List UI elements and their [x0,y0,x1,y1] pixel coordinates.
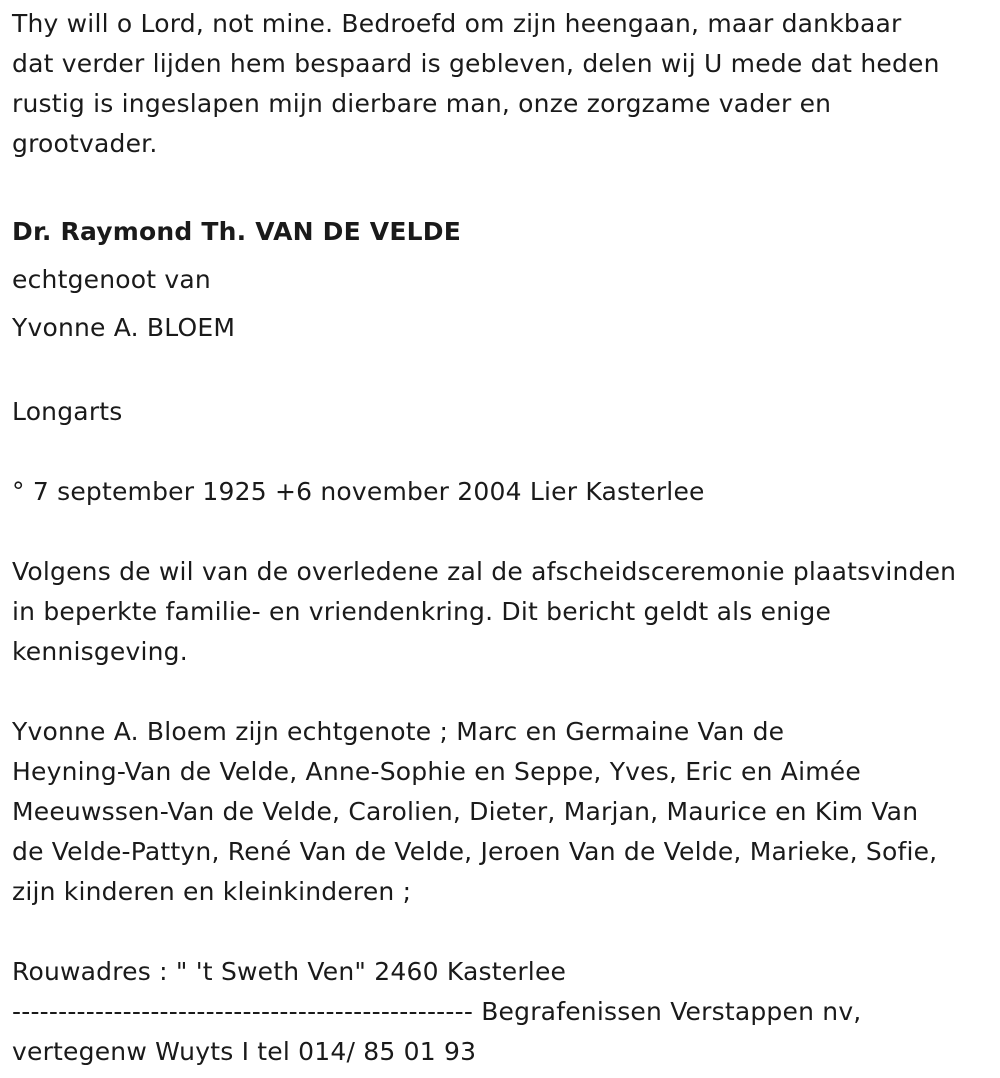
dates-and-places: ° 7 september 1925 +6 november 2004 Lier Kasterlee [12,477,705,506]
spacer [12,352,996,392]
spacer [12,912,996,952]
obituary-notice [12,0,996,1072]
spacer [12,164,996,204]
funeral-home-info: -------------------------------------------------- Begrafenissen Verstappen nv, vertegenw Wuyts I tel 014/ 85 01 93 [12,997,862,1066]
deceased-name: Dr. Raymond Th. VAN DE VELDE [12,217,461,246]
family-paragraph: Yvonne A. Bloem zijn echtgenote ; Marc en Germaine Van de Heyning-Van de Velde, Anne-Sophie en Seppe, Yves, Eric en Aimée Meeuwssen-Van de Velde, Carolien, Dieter, Marjan, Maurice en Kim Van de Velde-Pattyn, René Van de Velde, Jeroen Van de Velde, Marieke, Sofie, zijn kinderen en kleinkinderen ; [12,717,938,906]
relation-text: echtgenoot van [12,265,211,294]
profession-text: Longarts [12,397,123,426]
intro-paragraph: Thy will o Lord, not mine. Bedroefd om zijn heengaan, maar dankbaar dat verder lijden hem bespaard is gebleven, delen wij U mede dat heden rustig is ingeslapen mijn dierbare man, onze zorgzame vader en grootvader. [12,9,940,158]
spouse-name: Yvonne A. BLOEM [12,313,236,342]
mourning-address: Rouwadres : " 't Sweth Ven" 2460 Kasterlee [12,957,567,986]
spacer [12,672,996,712]
spacer [12,512,996,552]
spacer [12,432,996,472]
ceremony-paragraph: Volgens de wil van de overledene zal de afscheidsceremonie plaatsvinden in beperkte familie- en vriendenkring. Dit bericht geldt als enige kennisgeving. [12,557,957,666]
